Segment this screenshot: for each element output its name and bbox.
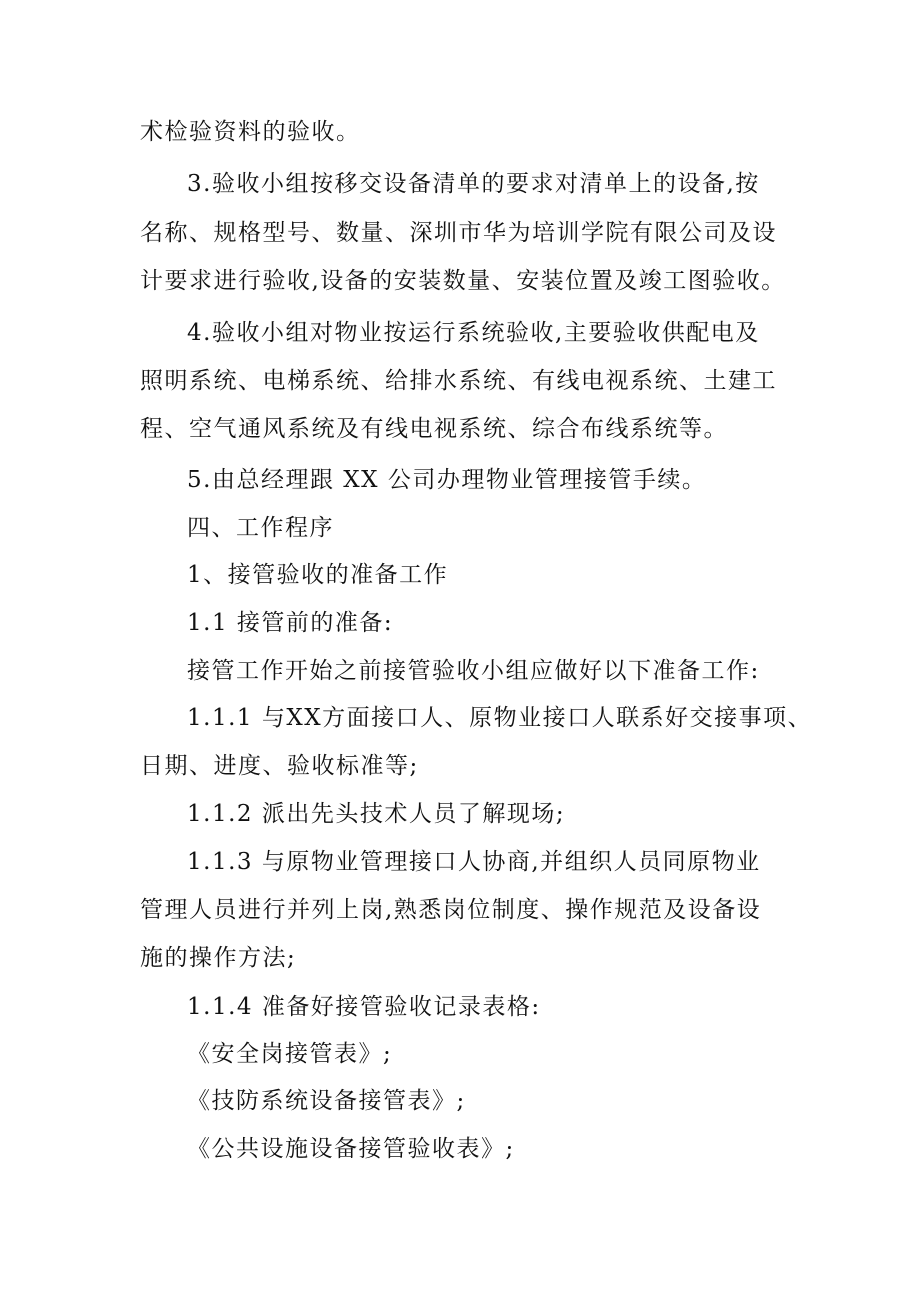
text-line: 施的操作方法; bbox=[140, 945, 297, 971]
text-line: 1.1.2 派出先头技术人员了解现场; bbox=[187, 801, 566, 827]
section-heading: 四、工作程序 bbox=[187, 515, 334, 541]
text-line: 计要求进行验收,设备的安装数量、安装位置及竣工图验收。 bbox=[140, 268, 786, 294]
text-line: 术检验资料的验收。 bbox=[140, 119, 361, 145]
subsection-heading: 1、接管验收的准备工作 bbox=[187, 562, 449, 588]
text-line: 1.1.4 准备好接管验收记录表格: bbox=[187, 994, 541, 1020]
form-title-item: 《安全岗接管表》; bbox=[187, 1041, 393, 1067]
text-line: 名称、规格型号、数量、深圳市华为培训学院有限公司及设 bbox=[140, 220, 777, 246]
form-title-item: 《技防系统设备接管表》; bbox=[187, 1088, 466, 1114]
text-line: 1.1.3 与原物业管理接口人协商,并组织人员同原物业 bbox=[187, 849, 761, 875]
text-line: 5.由总经理跟 XX 公司办理物业管理接管手续。 bbox=[187, 467, 707, 493]
text-line: 3.验收小组按移交设备清单的要求对清单上的设备,按 bbox=[187, 171, 760, 197]
text-line: 4.验收小组对物业按运行系统验收,主要验收供配电及 bbox=[187, 320, 760, 346]
text-line: 接管工作开始之前接管验收小组应做好以下准备工作: bbox=[187, 658, 760, 684]
text-line: 1.1.1 与XX方面接口人、原物业接口人联系好交接事项、 bbox=[187, 705, 813, 731]
text-line: 程、空气通风系统及有线电视系统、综合布线系统等。 bbox=[140, 416, 728, 442]
text-line: 日期、进度、验收标准等; bbox=[140, 753, 419, 779]
form-title-item: 《公共设施设备接管验收表》; bbox=[187, 1136, 515, 1162]
text-line: 照明系统、电梯系统、给排水系统、有线电视系统、土建工 bbox=[140, 368, 777, 394]
text-line: 管理人员进行并列上岗,熟悉岗位制度、操作规范及设备设 bbox=[140, 897, 762, 923]
subsection-heading: 1.1 接管前的准备: bbox=[187, 610, 394, 636]
